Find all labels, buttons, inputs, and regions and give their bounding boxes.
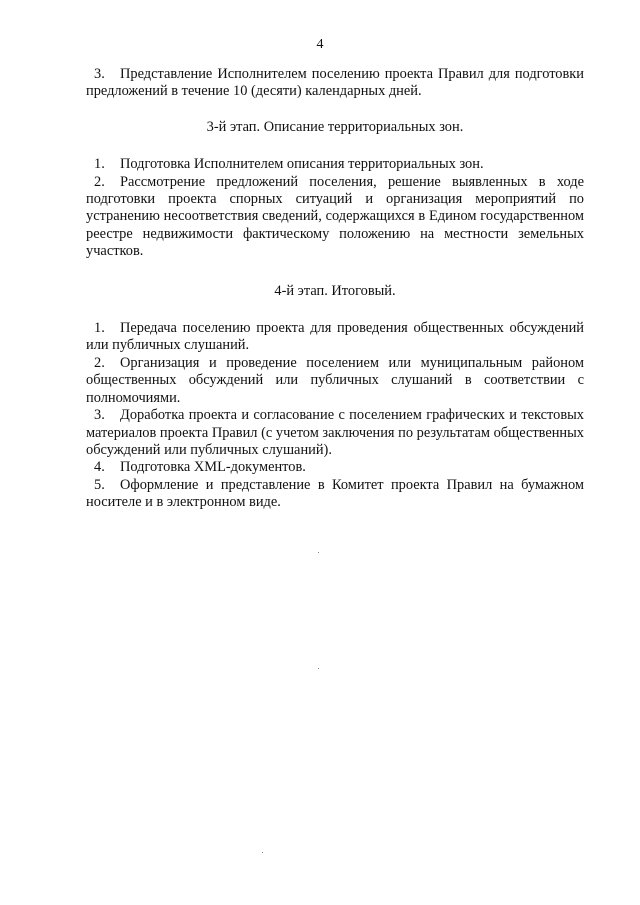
stage4-item-1-number: 1. bbox=[94, 320, 105, 337]
stage4-item-2 bbox=[86, 355, 584, 407]
scan-speck bbox=[262, 852, 263, 853]
stage4-item-2-number: 2. bbox=[94, 354, 105, 371]
document-body bbox=[86, 66, 584, 512]
stage4-item-1 bbox=[86, 320, 584, 355]
stage4-item-3 bbox=[86, 407, 584, 459]
intro-item bbox=[86, 66, 584, 101]
stage4-item-5-number: 5. bbox=[94, 476, 105, 493]
scan-speck bbox=[318, 668, 319, 669]
stage4-item-4-text: Подготовка XML-документов. bbox=[120, 459, 306, 476]
stage3-item-2-number: 2. bbox=[94, 173, 105, 190]
stage3-item-2 bbox=[86, 174, 584, 261]
intro-item-text: Представление Исполнителем поселению проекта Правил для подготовки предложений в течение 10 (десяти) календарных дней. bbox=[86, 66, 584, 100]
scan-speck bbox=[318, 552, 319, 553]
stage4-item-4 bbox=[86, 459, 584, 476]
stage4-item-3-text: Доработка проекта и согласование с поселением графических и текстовых материалов проекта Правил (с учетом заключения по результатам общественных обсуждений или публичных слушаний). bbox=[86, 407, 584, 458]
stage4-item-1-text: Передача поселению проекта для проведения общественных обсуждений или публичных слушаний. bbox=[86, 320, 584, 354]
stage4-item-4-number: 4. bbox=[94, 459, 105, 476]
stage3-item-2-text: Рассмотрение предложений поселения, решение выявленных в ходе подготовки проекта спорных ситуаций и организация мероприятий по устранению несоответствия сведений, содержащихся в Едином государственном реестре недвижимости фактическому положению на местности земельных участков. bbox=[86, 173, 584, 260]
stage4-item-3-number: 3. bbox=[94, 407, 105, 424]
stage4-item-5-text: Оформление и представление в Комитет проекта Правил на бумажном носителе и в электронном виде. bbox=[86, 476, 584, 511]
intro-item-number: 3. bbox=[94, 66, 105, 82]
stage3-item-1 bbox=[86, 156, 584, 173]
stage4-heading: 4-й этап. Итоговый. bbox=[274, 282, 396, 299]
stage4-item-5 bbox=[86, 477, 584, 512]
stage4-item-2-text: Организация и проведение поселением или муниципальным районом общественных обсуждений или публичных слушаний в соответствии с полномочиями. bbox=[86, 354, 584, 406]
page-number: 4 bbox=[316, 37, 324, 52]
stage3-item-1-text: Подготовка Исполнителем описания территориальных зон. bbox=[120, 156, 484, 173]
stage3-heading: 3-й этап. Описание территориальных зон. bbox=[206, 118, 464, 135]
stage3-item-1-number: 1. bbox=[94, 156, 105, 173]
